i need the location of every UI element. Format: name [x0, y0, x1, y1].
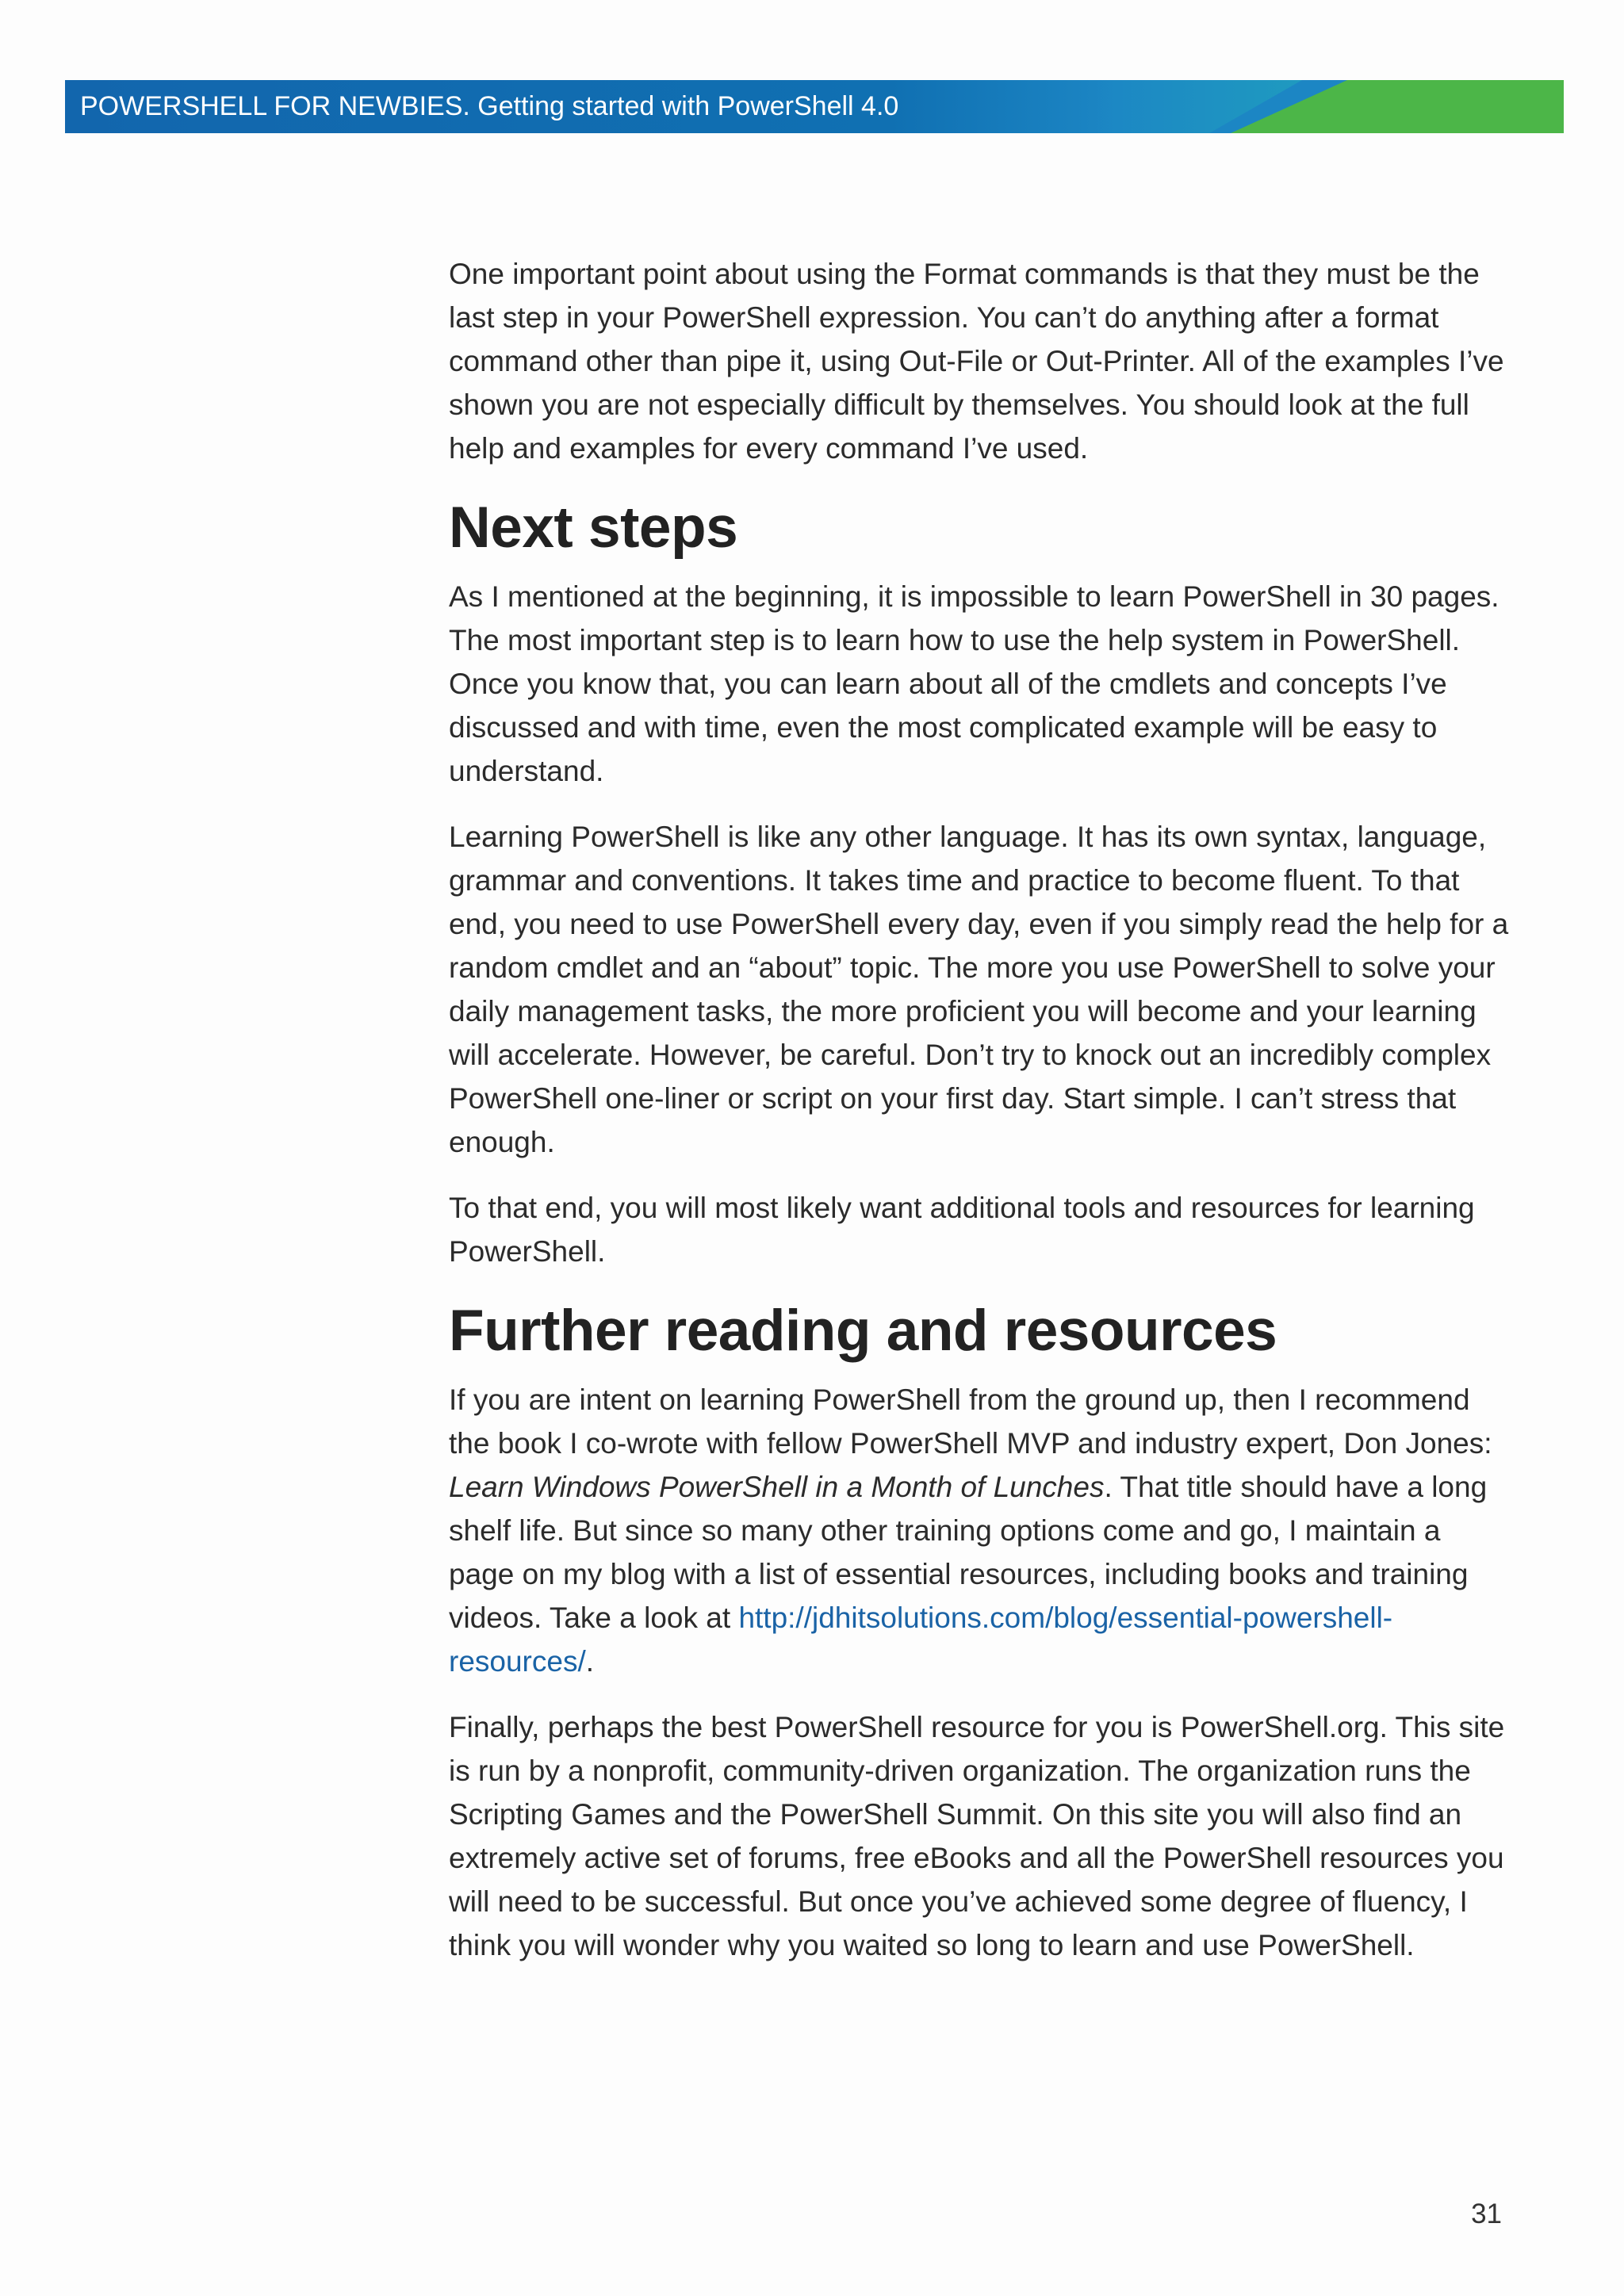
p1-text-end: . [585, 1645, 595, 1678]
p1-text-after-title: . That title should have a long shelf life. But since so many other training options come and go, I maintain a page on my blog with a list of essential resources, including books and training videos. Take a look at [449, 1471, 1488, 1634]
book-title: Learn Windows PowerShell in a Month of Lunches [449, 1471, 1105, 1503]
further-reading-paragraph-2: Finally, perhaps the best PowerShell resource for you is PowerShell.org. This site is run by a nonprofit, community-driven organization. The organization runs the Scripting Games and the PowerShell Summit. On this site you will also find an extremely active set of forums, free eBooks and all the PowerShell resources you will need to be successful. But once you’ve achieved some degree of fluency, I think you will wonder why you waited so long to learn and use PowerShell. [449, 1711, 1505, 1961]
page-number: 31 [1471, 2198, 1502, 2229]
header-banner [65, 80, 1564, 133]
next-steps-paragraph-3: To that end, you will most likely want additional tools and resources for learning PowerShell. [449, 1192, 1475, 1268]
heading-further-reading: Further reading and resources [449, 1299, 1277, 1363]
further-reading-paragraph-1 [449, 1378, 1511, 1683]
resources-link[interactable]: http://jdhitsolutions.com/blog/essential-powershell-resources/ [449, 1601, 1393, 1678]
next-steps-paragraph-2: Learning PowerShell is like any other language. It has its own syntax, language, grammar and conventions. It takes time and practice to become fluent. To that end, you need to use PowerShell every day, even if you simply read the help for a random cmdlet and an “about” topic. The more you use PowerShell to solve your daily management tasks, the more proficient you will become and your learning will accelerate. However, be careful. Don’t try to knock out an incredibly complex PowerShell one-liner or script on your first day. Start simple. I can’t stress that enough. [449, 821, 1509, 1158]
heading-next-steps: Next steps [449, 496, 738, 560]
intro-paragraph: One important point about using the Format commands is that they must be the last step in your PowerShell expression. You can’t do anything after a format command other than pipe it, using Out-File or Out-Printer. All of the examples I’ve shown you are not especially difficult by themselves. You should look at the full help and examples for every command I’ve used. [449, 258, 1504, 465]
banner-title: POWERSHELL FOR NEWBIES. Getting started with PowerShell 4.0 [80, 91, 899, 121]
main-content [449, 252, 1511, 1989]
p1-text-before-title: If you are intent on learning PowerShell from the ground up, then I recommend the book I co-wrote with fellow PowerShell MVP and industry expert, Don Jones: [449, 1383, 1492, 1460]
next-steps-paragraph-1: As I mentioned at the beginning, it is impossible to learn PowerShell in 30 pages. The most important step is to learn how to use the help system in PowerShell. Once you know that, you can learn about all of the cmdlets and concepts I’ve discussed and with time, even the most complicated example will be easy to understand. [449, 580, 1500, 787]
